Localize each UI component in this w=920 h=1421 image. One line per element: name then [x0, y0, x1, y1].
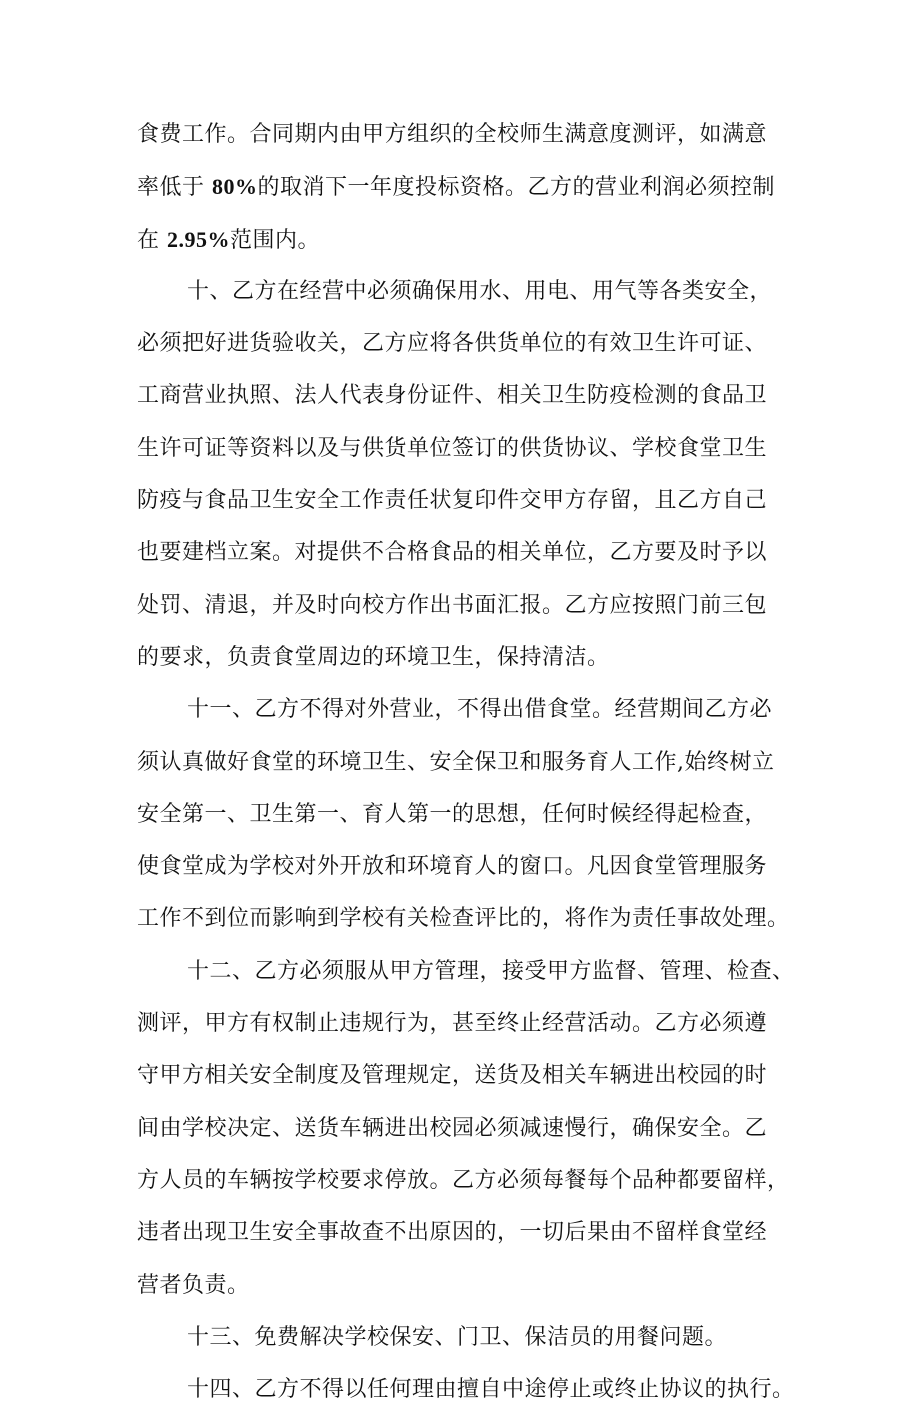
text-segment: 必须把好进货验收关，乙方应将各供货单位的有效卫生许可证、: [137, 331, 768, 357]
text-segment: 生许可证等资料以及与供货单位签订的供货协议、学校食堂卫生: [137, 435, 768, 461]
text-line: [137, 375, 807, 416]
text-line: [137, 1317, 807, 1358]
text-segment: 处罚、清退，并及时向校方作出书面汇报。乙方应按照门前三包: [137, 592, 768, 618]
text-line: [137, 1055, 807, 1096]
text-segment: 十二、乙方必须服从甲方管理，接受甲方监督、管理、检查、: [187, 958, 795, 984]
text-segment: 违者出现卫生安全事故查不出原因的，一切后果由不留样食堂经: [137, 1220, 768, 1246]
text-segment: 十、乙方在经营中必须确保用水、用电、用气等各类安全，: [187, 278, 773, 304]
text-line: [137, 1212, 807, 1253]
text-line: [137, 1108, 807, 1149]
text-segment: 范围内。: [230, 227, 321, 253]
text-line: [137, 742, 807, 783]
text-line: [137, 951, 807, 992]
text-segment: 的取消下一年度投标资格。乙方的营业利润必须控制: [257, 175, 776, 201]
text-line: [137, 794, 807, 835]
text-line: [137, 846, 807, 887]
text-line: [137, 689, 807, 730]
text-segment: 测评，甲方有权制止违规行为，甚至终止经营活动。乙方必须遵: [137, 1011, 768, 1037]
text-segment: 工作不到位而影响到学校有关检查评比的，将作为责任事故处理。: [137, 906, 790, 932]
text-segment: 营者负责。: [137, 1272, 250, 1298]
text-segment: 工商营业执照、法人代表身份证件、相关卫生防疫检测的食品卫: [137, 383, 768, 409]
text-segment: 率低于: [137, 175, 212, 201]
text-segment: 间由学校决定、送货车辆进出校园必须减速慢行，确保安全。乙: [137, 1115, 768, 1141]
text-segment: 安全第一、卫生第一、育人第一的思想，任何时候经得起检查，: [137, 801, 768, 827]
text-segment: 方人员的车辆按学校要求停放。乙方必须每餐每个品种都要留样，: [137, 1167, 790, 1193]
text-line: [137, 1160, 807, 1201]
text-segment: 的要求，负责食堂周边的环境卫生，保持清洁。: [137, 644, 610, 670]
text-line: [137, 1369, 807, 1410]
bold-number: 2.95%: [167, 226, 230, 252]
text-line: [137, 480, 807, 521]
text-segment: 在: [137, 227, 167, 253]
text-line: [137, 898, 807, 939]
text-line: [137, 1265, 807, 1306]
text-segment: 守甲方相关安全制度及管理规定，送货及相关车辆进出校园的时: [137, 1063, 768, 1089]
text-segment: 使食堂成为学校对外开放和环境育人的窗口。凡因食堂管理服务: [137, 854, 768, 880]
text-segment: 也要建档立案。对提供不合格食品的相关单位，乙方要及时予以: [137, 540, 768, 566]
text-line: [137, 271, 807, 312]
text-segment: 十四、乙方不得以任何理由擅自中途停止或终止协议的执行。: [187, 1377, 795, 1403]
text-line: [137, 323, 807, 364]
text-segment: 十一、乙方不得对外营业，不得出借食堂。经营期间乙方必: [187, 697, 773, 723]
text-line: [137, 219, 807, 260]
text-segment: 食费工作。合同期内由甲方组织的全校师生满意度测评，如满意: [137, 122, 768, 147]
text-segment: 十三、免费解决学校保安、门卫、保洁员的用餐问题。: [187, 1324, 728, 1350]
document-body: [137, 114, 807, 1421]
text-line: [137, 166, 807, 207]
text-line: [137, 637, 807, 678]
text-line: [137, 585, 807, 626]
text-line: [137, 1003, 807, 1044]
bold-number: 80%: [212, 174, 258, 200]
text-line: [137, 532, 807, 573]
text-segment: 防疫与食品卫生安全工作责任状复印件交甲方存留，且乙方自己: [137, 488, 768, 514]
text-line: [137, 114, 807, 155]
text-line: [137, 428, 807, 469]
text-segment: 须认真做好食堂的环境卫生、安全保卫和服务育人工作,始终树立: [137, 749, 775, 775]
